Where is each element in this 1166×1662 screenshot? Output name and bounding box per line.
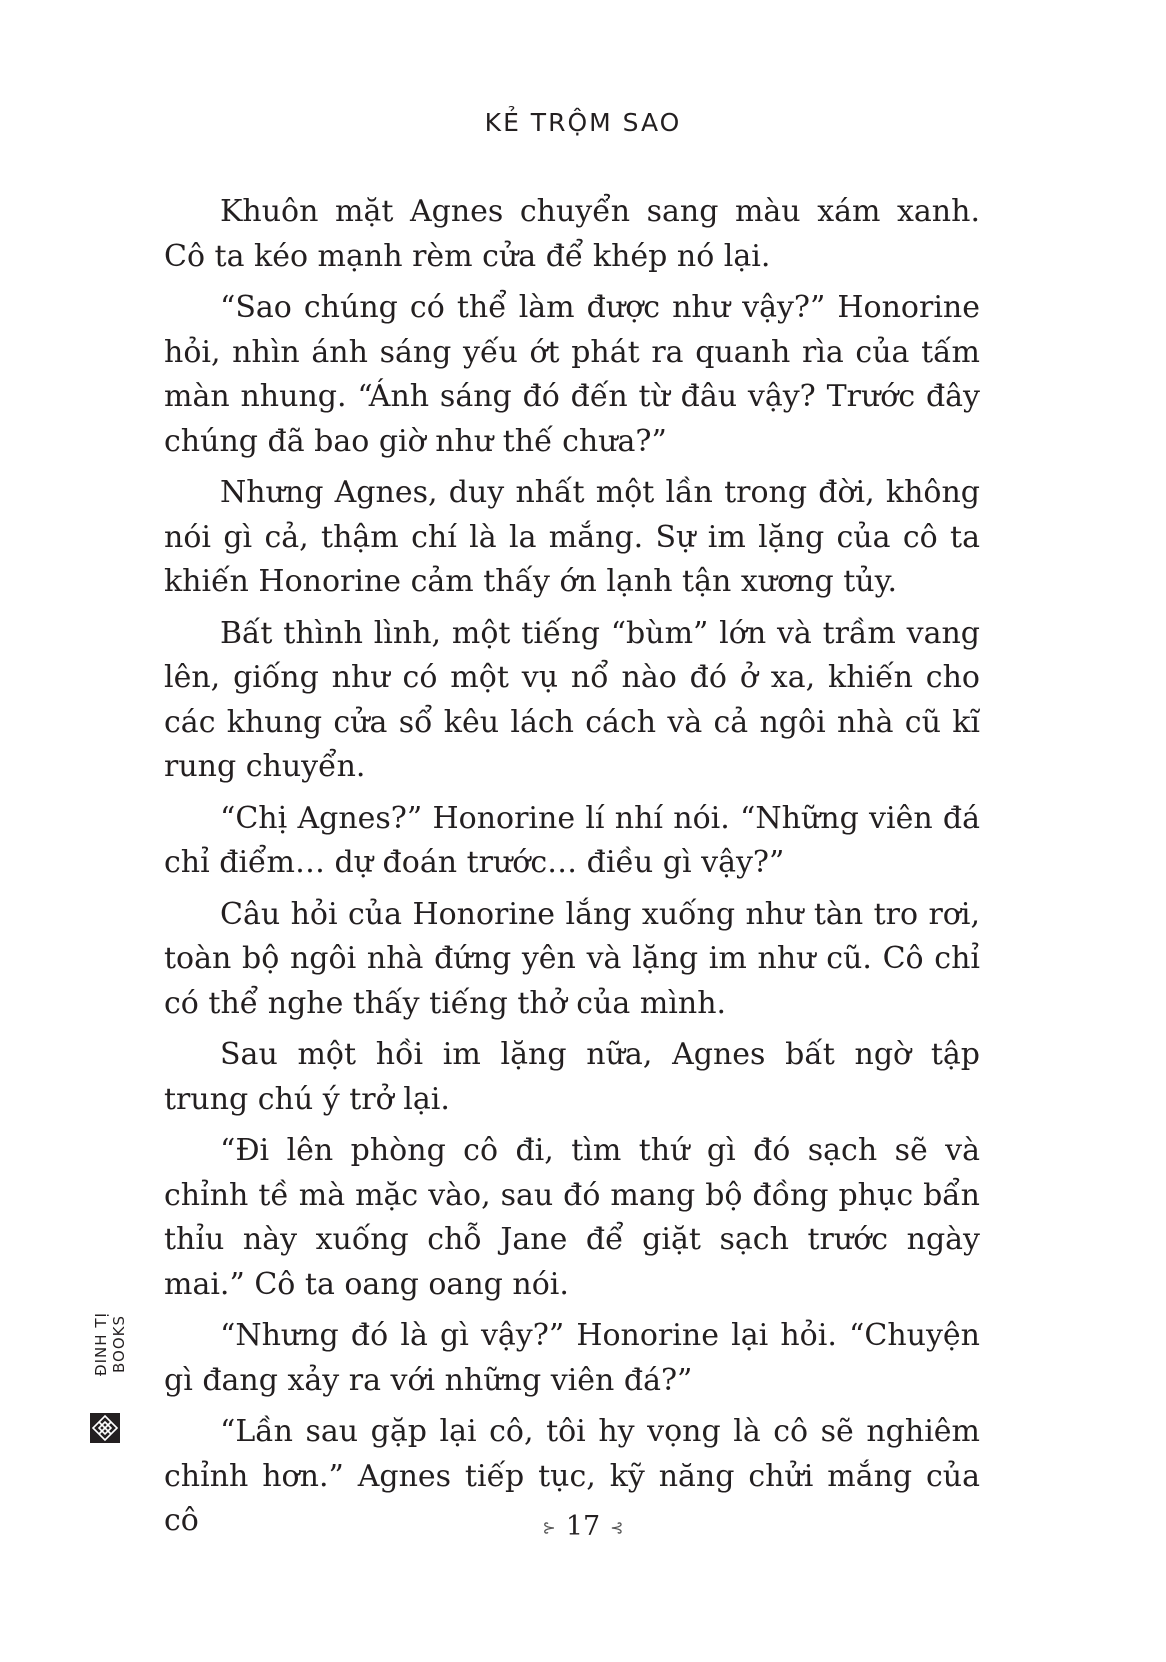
paragraph: “Nhưng đó là gì vậy?” Honorine lại hỏi. “Chuyện gì đang xảy ra với những viên đá?” [164,1318,980,1398]
page-number-value: 17 [565,1511,601,1542]
paragraph: Câu hỏi của Honorine lắng xuống như tàn tro rơi, toàn bộ ngôi nhà đứng yên và lặng im như cũ. Cô chỉ có thể nghe thấy tiếng thở của mình. [164,896,980,1021]
paragraph: “Chị Agnes?” Honorine lí nhí nói. “Những viên đá chỉ điểm… dự đoán trước… điều gì vậy?” [164,800,980,880]
ornament-right-icon: ⊰ [610,1518,624,1537]
diamond-lattice-icon [90,1413,120,1443]
body-text [164,190,980,1551]
ornament-left-icon: ⊱ [542,1518,556,1537]
paragraph: “Lần sau gặp lại cô, tôi hy vọng là cô sẽ nghiêm chỉnh hơn.” Agnes tiếp tục, kỹ năng chửi mắng của cô [164,1414,980,1538]
paragraph: Nhưng Agnes, duy nhất một lần trong đời, không nói gì cả, thậm chí là la mắng. Sự im lặng của cô ta khiến Honorine cảm thấy ớn lạnh tận xương tủy. [164,475,980,599]
publisher-name: ĐINH TỊ BOOKS [92,1312,128,1376]
page-number [0,1511,1166,1542]
publisher-mark [86,1285,130,1445]
paragraph: Sau một hồi im lặng nữa, Agnes bất ngờ tập trung chú ý trở lại. [164,1037,980,1117]
paragraph: Bất thình lình, một tiếng “bùm” lớn và trầm vang lên, giống như có một vụ nổ nào đó ở xa, khiến cho các khung cửa sổ kêu lách cách và cả ngôi nhà cũ kĩ rung chuyển. [164,615,980,784]
paragraph: Khuôn mặt Agnes chuyển sang màu xám xanh. Cô ta kéo mạnh rèm cửa để khép nó lại. [164,194,980,274]
paragraph: “Sao chúng có thể làm được như vậy?” Honorine hỏi, nhìn ánh sáng yếu ớt phát ra quanh rìa của tấm màn nhung. “Ánh sáng đó đến từ đâu vậy? Trước đây chúng đã bao giờ như thế chưa?” [164,290,980,459]
running-header-title: KẺ TRỘM SAO [484,108,682,137]
paragraph: “Đi lên phòng cô đi, tìm thứ gì đó sạch sẽ và chỉnh tề mà mặc vào, sau đó mang bộ đồng phục bẩn thỉu này xuống chỗ Jane để giặt sạch trước ngày mai.” Cô ta oang oang nói. [164,1133,980,1302]
